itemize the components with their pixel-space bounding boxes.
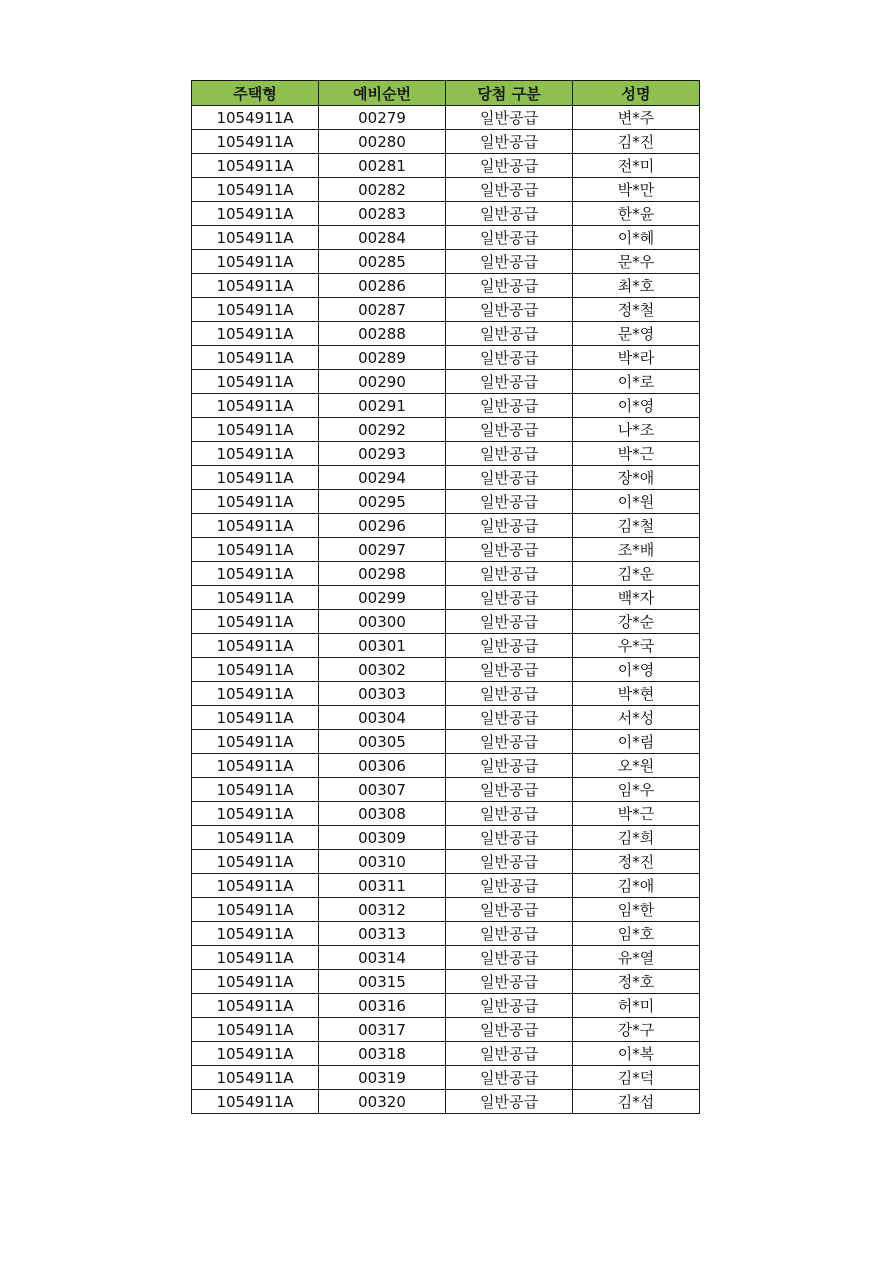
cell-housing-type: 1054911A [192,490,319,514]
cell-housing-type: 1054911A [192,370,319,394]
cell-name: 이*복 [573,1042,700,1066]
table-row [192,562,700,586]
table-body [192,106,700,1114]
table-row [192,418,700,442]
cell-housing-type: 1054911A [192,250,319,274]
cell-winning-category: 일반공급 [446,538,573,562]
table-row [192,730,700,754]
cell-reserve-number: 00281 [319,154,446,178]
cell-reserve-number: 00288 [319,322,446,346]
cell-reserve-number: 00309 [319,826,446,850]
table-row [192,490,700,514]
cell-winning-category: 일반공급 [446,1090,573,1114]
cell-name: 정*진 [573,850,700,874]
header-winning-category: 당첨 구분 [446,81,573,106]
cell-winning-category: 일반공급 [446,178,573,202]
cell-reserve-number: 00304 [319,706,446,730]
cell-name: 김*덕 [573,1066,700,1090]
cell-housing-type: 1054911A [192,226,319,250]
cell-housing-type: 1054911A [192,298,319,322]
cell-housing-type: 1054911A [192,1042,319,1066]
cell-reserve-number: 00320 [319,1090,446,1114]
cell-winning-category: 일반공급 [446,970,573,994]
cell-housing-type: 1054911A [192,778,319,802]
cell-reserve-number: 00292 [319,418,446,442]
table-row [192,322,700,346]
cell-winning-category: 일반공급 [446,946,573,970]
cell-name: 우*국 [573,634,700,658]
cell-reserve-number: 00306 [319,754,446,778]
cell-winning-category: 일반공급 [446,730,573,754]
cell-winning-category: 일반공급 [446,490,573,514]
cell-housing-type: 1054911A [192,346,319,370]
cell-housing-type: 1054911A [192,562,319,586]
cell-housing-type: 1054911A [192,466,319,490]
table-row [192,754,700,778]
table-row [192,226,700,250]
cell-name: 장*애 [573,466,700,490]
table-row [192,586,700,610]
cell-reserve-number: 00290 [319,370,446,394]
cell-name: 이*영 [573,658,700,682]
table-row [192,370,700,394]
cell-name: 임*호 [573,922,700,946]
cell-reserve-number: 00311 [319,874,446,898]
cell-housing-type: 1054911A [192,1018,319,1042]
cell-winning-category: 일반공급 [446,346,573,370]
table-row [192,1090,700,1114]
cell-housing-type: 1054911A [192,994,319,1018]
cell-name: 임*한 [573,898,700,922]
cell-housing-type: 1054911A [192,850,319,874]
table-row [192,682,700,706]
cell-name: 정*철 [573,298,700,322]
table-row [192,1018,700,1042]
cell-reserve-number: 00312 [319,898,446,922]
cell-name: 박*근 [573,802,700,826]
cell-housing-type: 1054911A [192,514,319,538]
cell-winning-category: 일반공급 [446,658,573,682]
cell-reserve-number: 00282 [319,178,446,202]
cell-housing-type: 1054911A [192,730,319,754]
cell-reserve-number: 00284 [319,226,446,250]
cell-winning-category: 일반공급 [446,1066,573,1090]
table-row [192,442,700,466]
cell-reserve-number: 00319 [319,1066,446,1090]
cell-reserve-number: 00298 [319,562,446,586]
cell-reserve-number: 00315 [319,970,446,994]
cell-winning-category: 일반공급 [446,514,573,538]
cell-name: 조*배 [573,538,700,562]
cell-reserve-number: 00280 [319,130,446,154]
cell-housing-type: 1054911A [192,922,319,946]
cell-winning-category: 일반공급 [446,706,573,730]
table-row [192,850,700,874]
cell-name: 박*만 [573,178,700,202]
cell-housing-type: 1054911A [192,826,319,850]
cell-winning-category: 일반공급 [446,370,573,394]
cell-reserve-number: 00300 [319,610,446,634]
table-row [192,970,700,994]
cell-reserve-number: 00308 [319,802,446,826]
cell-housing-type: 1054911A [192,970,319,994]
cell-winning-category: 일반공급 [446,586,573,610]
table-row [192,394,700,418]
cell-housing-type: 1054911A [192,322,319,346]
cell-housing-type: 1054911A [192,1090,319,1114]
cell-reserve-number: 00293 [319,442,446,466]
cell-winning-category: 일반공급 [446,394,573,418]
cell-name: 나*조 [573,418,700,442]
cell-name: 이*림 [573,730,700,754]
table-row [192,106,700,130]
cell-reserve-number: 00310 [319,850,446,874]
cell-name: 김*희 [573,826,700,850]
cell-winning-category: 일반공급 [446,202,573,226]
table-row [192,250,700,274]
cell-reserve-number: 00294 [319,466,446,490]
cell-name: 유*열 [573,946,700,970]
cell-housing-type: 1054911A [192,754,319,778]
cell-name: 김*섭 [573,1090,700,1114]
cell-winning-category: 일반공급 [446,682,573,706]
cell-housing-type: 1054911A [192,106,319,130]
cell-name: 박*근 [573,442,700,466]
cell-reserve-number: 00291 [319,394,446,418]
cell-winning-category: 일반공급 [446,802,573,826]
table-row [192,658,700,682]
cell-winning-category: 일반공급 [446,1042,573,1066]
cell-winning-category: 일반공급 [446,322,573,346]
cell-name: 백*자 [573,586,700,610]
cell-reserve-number: 00305 [319,730,446,754]
cell-winning-category: 일반공급 [446,274,573,298]
table-row [192,898,700,922]
cell-name: 박*라 [573,346,700,370]
table-row [192,178,700,202]
cell-housing-type: 1054911A [192,130,319,154]
cell-housing-type: 1054911A [192,442,319,466]
cell-housing-type: 1054911A [192,418,319,442]
cell-winning-category: 일반공급 [446,922,573,946]
table-row [192,826,700,850]
reserve-list-table [191,80,700,1114]
cell-name: 강*구 [573,1018,700,1042]
cell-name: 김*진 [573,130,700,154]
cell-reserve-number: 00303 [319,682,446,706]
cell-reserve-number: 00279 [319,106,446,130]
table-header [192,81,700,106]
cell-housing-type: 1054911A [192,634,319,658]
cell-housing-type: 1054911A [192,802,319,826]
cell-reserve-number: 00313 [319,922,446,946]
cell-housing-type: 1054911A [192,706,319,730]
table-row [192,946,700,970]
cell-name: 문*우 [573,250,700,274]
cell-housing-type: 1054911A [192,610,319,634]
cell-housing-type: 1054911A [192,154,319,178]
cell-housing-type: 1054911A [192,274,319,298]
cell-name: 김*철 [573,514,700,538]
cell-housing-type: 1054911A [192,874,319,898]
cell-housing-type: 1054911A [192,202,319,226]
cell-winning-category: 일반공급 [446,418,573,442]
header-reserve-number: 예비순번 [319,81,446,106]
cell-winning-category: 일반공급 [446,130,573,154]
table-row [192,802,700,826]
cell-name: 강*순 [573,610,700,634]
cell-winning-category: 일반공급 [446,226,573,250]
cell-name: 문*영 [573,322,700,346]
table-row [192,466,700,490]
cell-name: 허*미 [573,994,700,1018]
cell-winning-category: 일반공급 [446,106,573,130]
cell-winning-category: 일반공급 [446,898,573,922]
cell-reserve-number: 00295 [319,490,446,514]
cell-name: 최*호 [573,274,700,298]
table-row [192,1042,700,1066]
table-row [192,634,700,658]
cell-winning-category: 일반공급 [446,298,573,322]
cell-winning-category: 일반공급 [446,874,573,898]
table-row [192,130,700,154]
cell-winning-category: 일반공급 [446,634,573,658]
table-row [192,1066,700,1090]
table-row [192,202,700,226]
table-row [192,154,700,178]
cell-housing-type: 1054911A [192,658,319,682]
cell-name: 변*주 [573,106,700,130]
cell-name: 전*미 [573,154,700,178]
cell-name: 임*우 [573,778,700,802]
table-row [192,298,700,322]
cell-housing-type: 1054911A [192,1066,319,1090]
cell-housing-type: 1054911A [192,586,319,610]
cell-reserve-number: 00301 [319,634,446,658]
cell-reserve-number: 00299 [319,586,446,610]
cell-winning-category: 일반공급 [446,754,573,778]
cell-winning-category: 일반공급 [446,826,573,850]
cell-reserve-number: 00289 [319,346,446,370]
cell-reserve-number: 00318 [319,1042,446,1066]
cell-reserve-number: 00285 [319,250,446,274]
cell-housing-type: 1054911A [192,178,319,202]
cell-name: 서*성 [573,706,700,730]
cell-winning-category: 일반공급 [446,466,573,490]
cell-housing-type: 1054911A [192,898,319,922]
cell-reserve-number: 00307 [319,778,446,802]
table-row [192,610,700,634]
cell-housing-type: 1054911A [192,394,319,418]
cell-reserve-number: 00317 [319,1018,446,1042]
cell-housing-type: 1054911A [192,946,319,970]
cell-name: 이*원 [573,490,700,514]
cell-winning-category: 일반공급 [446,610,573,634]
cell-reserve-number: 00316 [319,994,446,1018]
table-row [192,874,700,898]
table-row [192,994,700,1018]
table-row [192,922,700,946]
cell-reserve-number: 00283 [319,202,446,226]
cell-winning-category: 일반공급 [446,994,573,1018]
cell-reserve-number: 00296 [319,514,446,538]
cell-reserve-number: 00314 [319,946,446,970]
cell-name: 오*원 [573,754,700,778]
cell-name: 이*로 [573,370,700,394]
cell-winning-category: 일반공급 [446,778,573,802]
cell-housing-type: 1054911A [192,538,319,562]
cell-winning-category: 일반공급 [446,1018,573,1042]
cell-name: 박*현 [573,682,700,706]
cell-winning-category: 일반공급 [446,562,573,586]
cell-reserve-number: 00297 [319,538,446,562]
cell-winning-category: 일반공급 [446,442,573,466]
header-row [192,81,700,106]
cell-name: 정*호 [573,970,700,994]
table-row [192,274,700,298]
cell-winning-category: 일반공급 [446,250,573,274]
cell-name: 이*영 [573,394,700,418]
cell-reserve-number: 00286 [319,274,446,298]
table-row [192,706,700,730]
table-row [192,778,700,802]
cell-name: 한*윤 [573,202,700,226]
cell-housing-type: 1054911A [192,682,319,706]
table-row [192,538,700,562]
cell-winning-category: 일반공급 [446,850,573,874]
cell-winning-category: 일반공급 [446,154,573,178]
table-row [192,514,700,538]
cell-reserve-number: 00287 [319,298,446,322]
cell-reserve-number: 00302 [319,658,446,682]
header-housing-type: 주택형 [192,81,319,106]
cell-name: 김*운 [573,562,700,586]
header-name: 성명 [573,81,700,106]
cell-name: 김*애 [573,874,700,898]
table-row [192,346,700,370]
cell-name: 이*혜 [573,226,700,250]
